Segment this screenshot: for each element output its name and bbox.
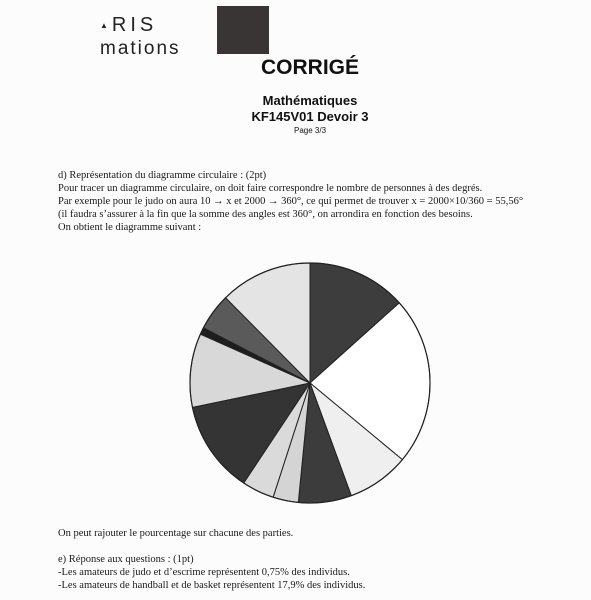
- subject-heading: Mathématiques: [262, 93, 358, 108]
- logo-triangle-icon: ▲: [100, 21, 108, 31]
- paragraph-line: On obtient le diagramme suivant :: [58, 222, 202, 233]
- paragraph-line: (il faudra s’assurer à la fin que la somme des angles est 360°, on arrondira en fonction des besoins.: [58, 209, 473, 220]
- page-number: Page 3/3: [293, 126, 327, 135]
- paragraph-line: Par exemple pour le judo on aura 10 → x et 2000 → 360°, ce qui permet de trouver x = 2000×10/360 = 55,56°: [58, 196, 524, 207]
- section-d-heading: d) Représentation du diagramme circulaire : (2pt): [58, 170, 267, 181]
- logo-square: [217, 6, 269, 54]
- logo-text-bottom: mations: [100, 38, 181, 59]
- percentage-note: On peut rajouter le pourcentage sur chacune des parties.: [58, 528, 294, 539]
- logo: [100, 6, 270, 59]
- answer-line: -Les amateurs de judo et d’escrime représentent 0,75% des individus.: [58, 567, 350, 578]
- logo-text-top: RIS: [111, 14, 158, 36]
- document-title: CORRIGÉ: [260, 56, 359, 79]
- section-e-heading: e) Réponse aux questions : (1pt): [58, 554, 194, 565]
- pie-chart: [185, 261, 435, 506]
- answer-line: -Les amateurs de handball et de basket représentent 17,9% des individus.: [58, 580, 366, 591]
- assignment-code: KF145V01 Devoir 3: [251, 109, 369, 124]
- paragraph-line: Pour tracer un diagramme circulaire, on doit faire correspondre le nombre de personnes à des degrés.: [58, 183, 483, 194]
